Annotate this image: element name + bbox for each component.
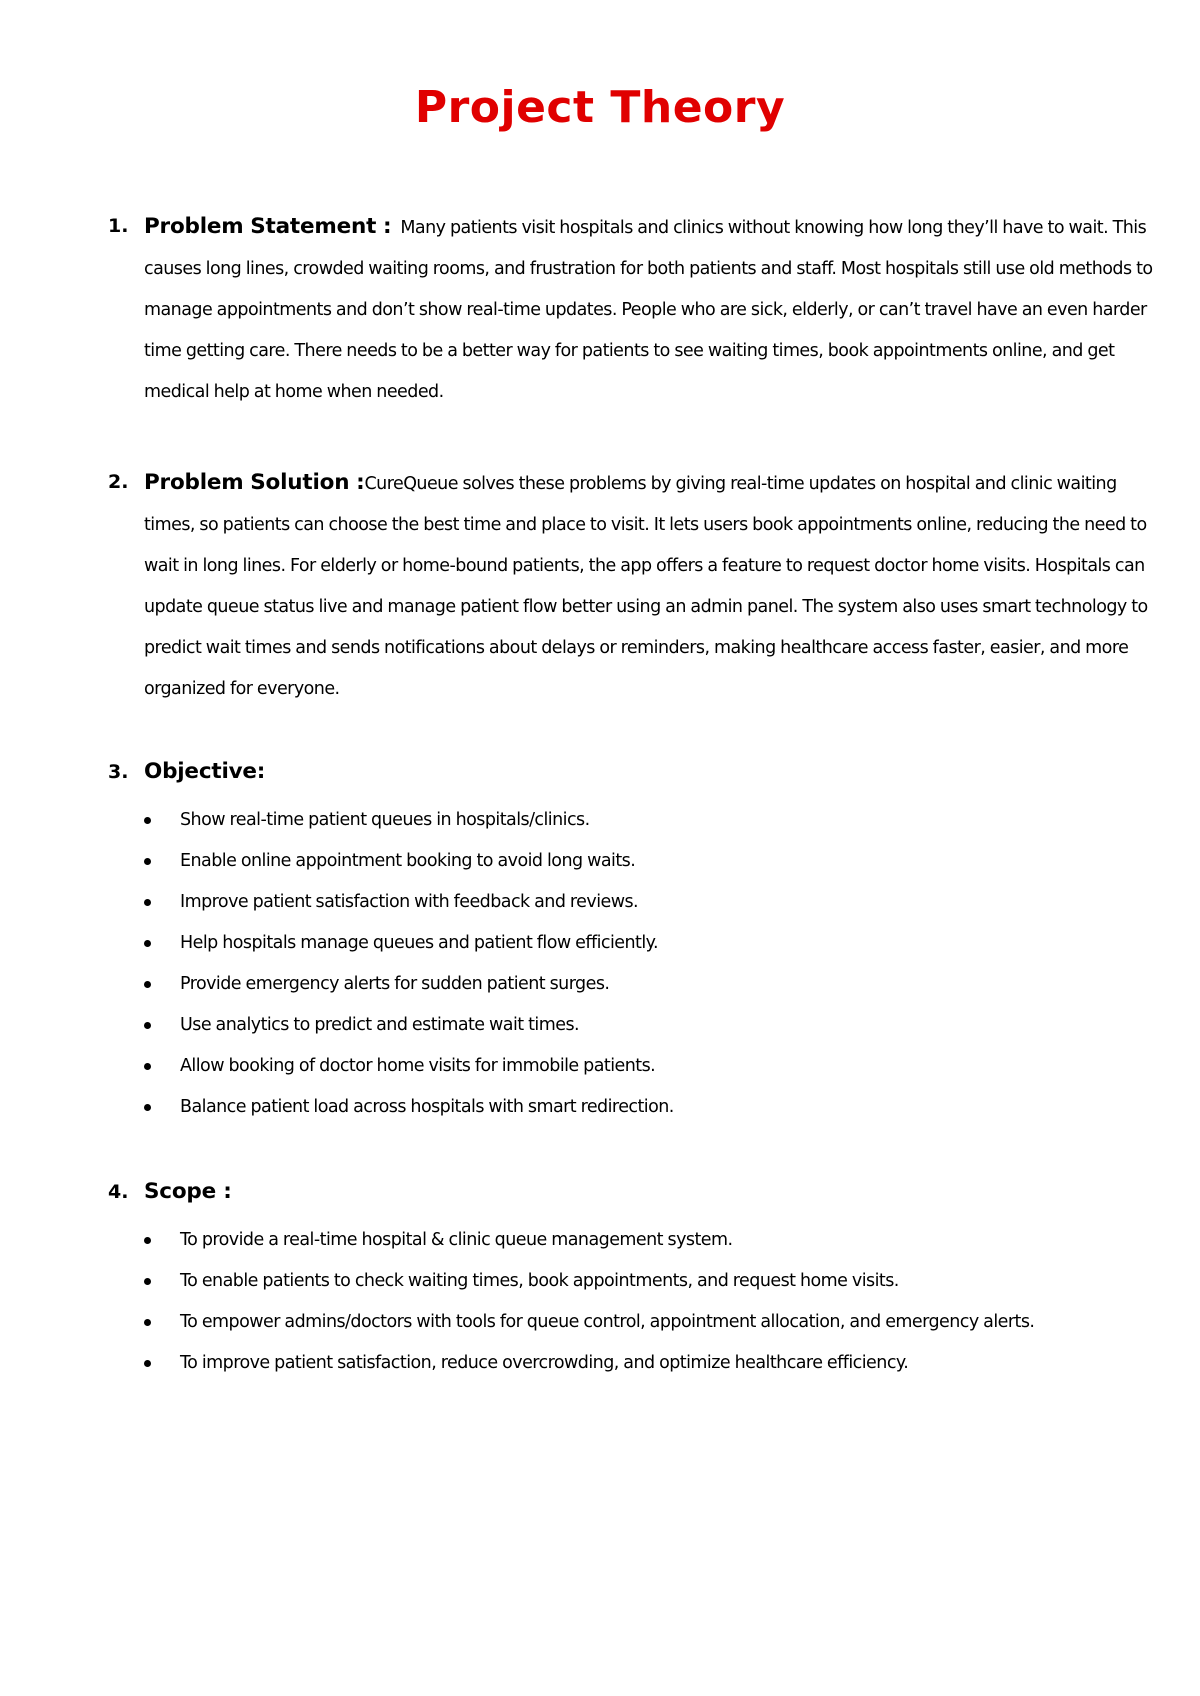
- list-item: Improve patient satisfaction with feedback and reviews.: [108, 882, 1158, 923]
- bullet-icon: [144, 858, 151, 865]
- list-item: Show real-time patient queues in hospitals/clinics.: [108, 800, 1158, 841]
- section-body: Many patients visit hospitals and clinics without knowing how long they’ll have to wait. This causes long lines, crowded waiting rooms, and frustration for both patients and staff. Most hospitals still use old methods to manage appointments and don’t show real-time updates. People who are sick, elderly, or can’t travel have an even harder time getting care. There needs to be a better way for patients to see waiting times, book appointments online, and get medical help at home when needed.: [144, 218, 1153, 402]
- list-item: Use analytics to predict and estimate wait times.: [108, 1005, 1158, 1046]
- list-item: To improve patient satisfaction, reduce overcrowding, and optimize healthcare efficiency.: [108, 1343, 1158, 1384]
- section-heading: Scope :: [144, 1179, 232, 1204]
- section-heading: Objective:: [144, 759, 266, 784]
- section-number: 1.: [108, 215, 129, 237]
- scope-list: [108, 1220, 1158, 1384]
- section-heading: Problem Solution :: [144, 470, 365, 495]
- section-objective: [108, 752, 1158, 1128]
- bullet-icon: [144, 1360, 151, 1367]
- section-problem-solution: [108, 462, 1158, 710]
- list-item: To empower admins/doctors with tools for queue control, appointment allocation, and emergency alerts.: [108, 1302, 1158, 1343]
- list-item: To enable patients to check waiting times, book appointments, and request home visits.: [108, 1261, 1158, 1302]
- section-paragraph: [144, 206, 1158, 413]
- bullet-icon: [144, 940, 151, 947]
- list-item: To provide a real-time hospital & clinic queue management system.: [108, 1220, 1158, 1261]
- list-item: Provide emergency alerts for sudden patient surges.: [108, 964, 1158, 1005]
- bullet-icon: [144, 817, 151, 824]
- section-body: CureQueue solves these problems by giving real-time updates on hospital and clinic waiting times, so patients can choose the best time and place to visit. It lets users book appointments online, reducing the need to wait in long lines. For elderly or home-bound patients, the app offers a feature to request doctor home visits. Hospitals can update queue status live and manage patient flow better using an admin panel. The system also uses smart technology to predict wait times and sends notifications about delays or reminders, making healthcare access faster, easier, and more organized for everyone.: [144, 474, 1148, 699]
- bullet-icon: [144, 1104, 151, 1111]
- bullet-icon: [144, 1237, 151, 1244]
- section-paragraph: [144, 462, 1158, 710]
- objective-list: [108, 800, 1158, 1128]
- bullet-icon: [144, 981, 151, 988]
- section-problem-statement: [108, 206, 1158, 413]
- section-heading: Problem Statement :: [144, 214, 392, 239]
- list-item: Balance patient load across hospitals with smart redirection.: [108, 1087, 1158, 1128]
- bullet-icon: [144, 1319, 151, 1326]
- list-item: Help hospitals manage queues and patient flow efficiently.: [108, 923, 1158, 964]
- section-number: 3.: [108, 761, 129, 783]
- page-title: Project Theory: [414, 82, 786, 133]
- section-number: 4.: [108, 1181, 129, 1203]
- section-scope: [108, 1172, 1158, 1384]
- list-item: Allow booking of doctor home visits for immobile patients.: [108, 1046, 1158, 1087]
- bullet-icon: [144, 899, 151, 906]
- bullet-icon: [144, 1278, 151, 1285]
- section-number: 2.: [108, 471, 129, 493]
- list-item: Enable online appointment booking to avoid long waits.: [108, 841, 1158, 882]
- bullet-icon: [144, 1063, 151, 1070]
- bullet-icon: [144, 1022, 151, 1029]
